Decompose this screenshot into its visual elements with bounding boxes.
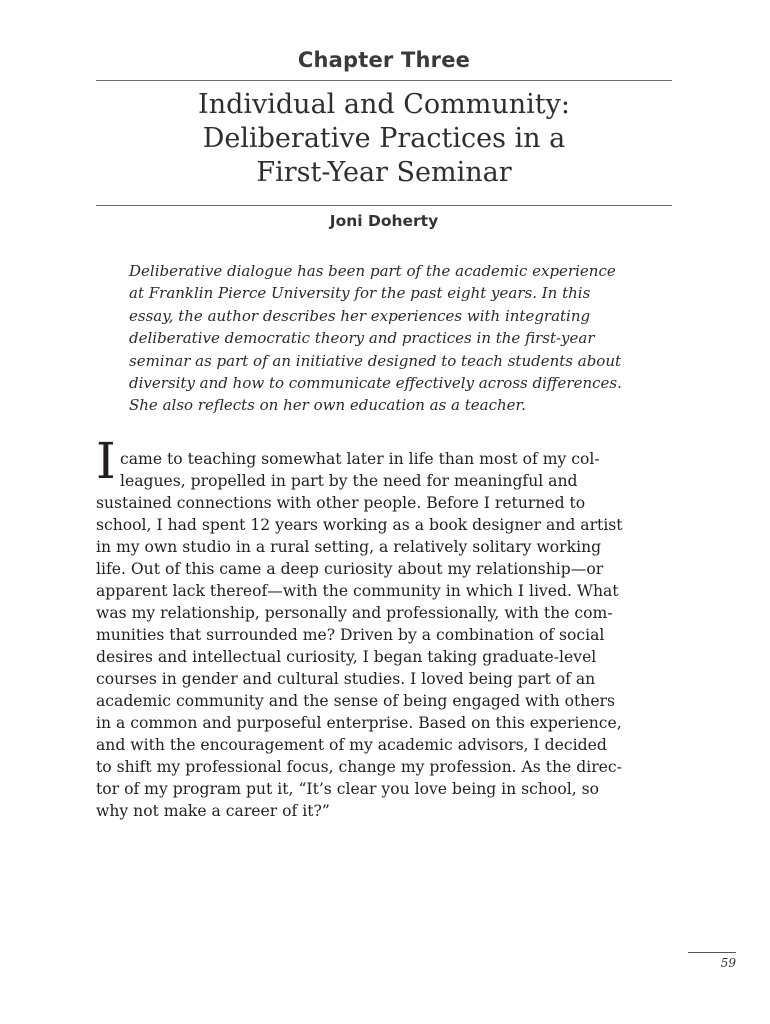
- body-line: to shift my professional focus, change my profession. As the direc-: [96, 758, 622, 776]
- abstract: [129, 260, 649, 417]
- abstract-line: She also reflects on her own education as a teacher.: [129, 396, 526, 415]
- chapter-title-line: Deliberative Practices in a: [202, 123, 566, 154]
- body-line: academic community and the sense of being engaged with others: [96, 692, 616, 710]
- author-name: Joni Doherty: [329, 212, 439, 230]
- abstract-line: Deliberative dialogue has been part of the academic experience: [129, 262, 616, 280]
- body-line: in a common and purposeful enterprise. Based on this experience,: [96, 714, 622, 732]
- body-line: desires and intellectual curiosity, I began taking graduate-level: [96, 648, 597, 666]
- body-line: was my relationship, personally and professionally, with the com-: [96, 604, 613, 622]
- body-line: apparent lack thereof—with the community in which I lived. What: [96, 582, 619, 600]
- abstract-line: at Franklin Pierce University for the past eight years. In this: [129, 284, 591, 303]
- chapter-title-line: Individual and Community:: [198, 89, 570, 120]
- body-line: life. Out of this came a deep curiosity about my relationship—or: [96, 560, 604, 578]
- abstract-line: seminar as part of an initiative designed to teach students about: [129, 351, 622, 370]
- abstract-line: diversity and how to communicate effectively across differences.: [129, 374, 622, 393]
- body-line: came to teaching somewhat later in life than most of my col-: [120, 450, 600, 468]
- drop-cap: I: [96, 432, 116, 490]
- chapter-title: [96, 88, 672, 190]
- body-line: tor of my program put it, “It’s clear you love being in school, so: [96, 780, 600, 798]
- chapter-label: Chapter Three: [297, 48, 471, 72]
- title-rule-top: [96, 80, 672, 81]
- body-line: and with the encouragement of my academic advisors, I decided: [96, 736, 607, 754]
- body-line: school, I had spent 12 years working as a book designer and artist: [96, 516, 623, 534]
- body-line: in my own studio in a rural setting, a relatively solitary working: [96, 538, 602, 556]
- abstract-line: essay, the author describes her experiences with integrating: [129, 306, 591, 325]
- body-line: munities that surrounded me? Driven by a combination of social: [96, 626, 605, 644]
- body-line: sustained connections with other people. Before I returned to: [96, 494, 586, 512]
- footer-rule: [688, 952, 736, 953]
- body-line: why not make a career of it?”: [96, 802, 330, 820]
- abstract-line: deliberative democratic theory and practices in the first-year: [129, 329, 595, 348]
- chapter-title-line: First-Year Seminar: [256, 157, 512, 188]
- body-line: leagues, propelled in part by the need for meaningful and: [120, 472, 578, 490]
- body-line: courses in gender and cultural studies. I loved being part of an: [96, 670, 596, 688]
- body-paragraph: [96, 448, 676, 822]
- page-number: 59: [720, 956, 736, 970]
- title-rule-bottom: [96, 205, 672, 206]
